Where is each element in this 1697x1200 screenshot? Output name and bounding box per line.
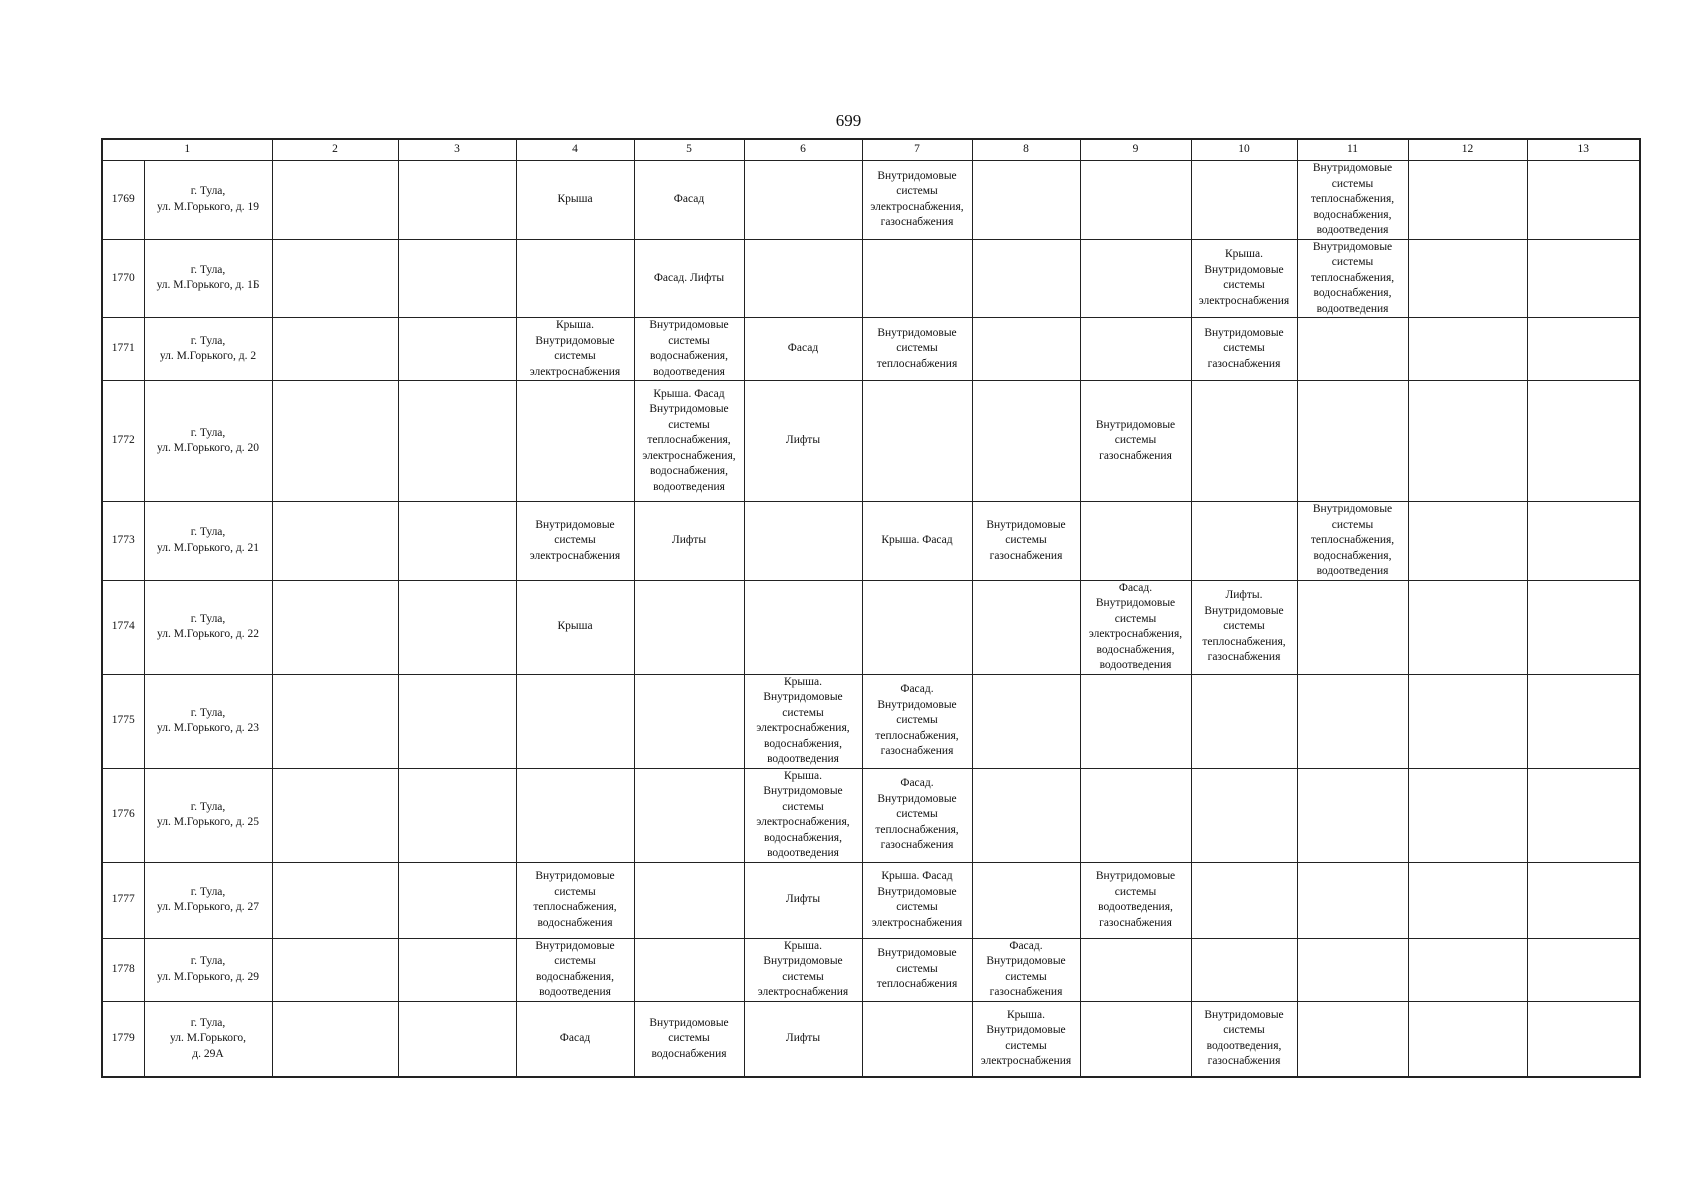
- row-number-cell: [102, 1001, 144, 1077]
- empty-cell: [398, 938, 516, 1001]
- table-row: [102, 768, 1640, 862]
- work-cell: [1297, 502, 1408, 581]
- empty-cell: [272, 381, 398, 502]
- work-cell-text: Крыша. Фасад: [881, 534, 953, 546]
- work-cell: [972, 1001, 1080, 1077]
- column-header: 2: [272, 139, 398, 161]
- row-number-cell: [102, 674, 144, 768]
- empty-cell: [272, 768, 398, 862]
- work-cell: [634, 862, 744, 938]
- row-number-cell-text: 1776: [111, 808, 135, 821]
- empty-cell: [1527, 862, 1640, 938]
- empty-cell: [1527, 1001, 1640, 1077]
- work-cell: [862, 161, 972, 240]
- work-cell-text: Фасад. Внутридомовые системы газоснабжения: [986, 939, 1066, 998]
- repair-schedule-table: [101, 138, 1641, 1078]
- empty-cell: [1408, 674, 1527, 768]
- work-cell: [516, 1001, 634, 1077]
- work-cell: [972, 768, 1080, 862]
- work-cell: [1191, 768, 1297, 862]
- work-cell: [1297, 239, 1408, 318]
- address-cell-text: г. Тула, ул. М.Горького, д. 19: [156, 185, 259, 213]
- address-cell: [144, 674, 272, 768]
- work-cell: [516, 580, 634, 674]
- work-cell: [516, 502, 634, 581]
- work-cell-text: Внутридомовые системы теплоснабжения, водоснабжения, водоотведения: [1310, 240, 1395, 315]
- work-cell: [1191, 239, 1297, 318]
- empty-cell: [1408, 938, 1527, 1001]
- work-cell: [862, 381, 972, 502]
- work-cell-text: Внутридомовые системы теплоснабжения: [876, 326, 958, 370]
- work-cell-text: Внутридомовые системы водоотведения, газоснабжения: [1204, 1008, 1284, 1068]
- address-cell: [144, 768, 272, 862]
- empty-cell: [1408, 318, 1527, 381]
- work-cell: [516, 768, 634, 862]
- work-cell: [1297, 768, 1408, 862]
- work-cell: [516, 239, 634, 318]
- address-cell: [144, 502, 272, 581]
- work-cell: [634, 938, 744, 1001]
- empty-cell: [398, 381, 516, 502]
- work-cell-text: Крыша. Внутридомовые системы электроснабжения: [529, 319, 621, 378]
- row-number-cell-text: 1772: [111, 434, 135, 447]
- work-cell-text: Внутридомовые системы теплоснабжения, водоснабжения: [533, 870, 617, 929]
- empty-cell: [1408, 239, 1527, 318]
- work-cell-text: Лифты: [785, 893, 821, 906]
- work-cell: [1297, 318, 1408, 381]
- work-cell: [1297, 1001, 1408, 1077]
- work-cell: [972, 580, 1080, 674]
- work-cell-text: Крыша. Фасад Внутридомовые системы электроснабжения: [871, 870, 963, 929]
- work-cell: [634, 381, 744, 502]
- address-cell-text: г. Тула, ул. М.Горького, д. 25: [156, 800, 259, 828]
- empty-cell: [1527, 239, 1640, 318]
- column-header: 11: [1297, 139, 1408, 161]
- row-number-cell: [102, 768, 144, 862]
- work-cell: [1297, 938, 1408, 1001]
- work-cell-text: Внутридомовые системы водоотведения, газоснабжения: [1095, 870, 1176, 929]
- column-header: 6: [744, 139, 862, 161]
- empty-cell: [398, 580, 516, 674]
- empty-cell: [1527, 674, 1640, 768]
- address-cell: [144, 161, 272, 240]
- work-cell: [744, 862, 862, 938]
- work-cell: [516, 318, 634, 381]
- empty-cell: [1527, 768, 1640, 862]
- table-row: [102, 318, 1640, 381]
- work-cell-text: Внутридомовые системы газоснабжения: [986, 518, 1066, 562]
- work-cell: [1080, 318, 1191, 381]
- work-cell: [516, 862, 634, 938]
- empty-cell: [272, 580, 398, 674]
- work-cell: [1191, 862, 1297, 938]
- column-header: 7: [862, 139, 972, 161]
- address-cell-text: г. Тула, ул. М.Горького, д. 27: [156, 885, 259, 913]
- work-cell: [744, 580, 862, 674]
- empty-cell: [272, 1001, 398, 1077]
- work-cell-text: Внутридомовые системы теплоснабжения, водоснабжения, водоотведения: [1310, 503, 1395, 577]
- work-cell: [516, 161, 634, 240]
- work-cell-text: Внутридомовые системы водоснабжения: [649, 1016, 729, 1060]
- table-row: [102, 381, 1640, 502]
- work-cell-text: Внутридомовые системы электроснабжения, газоснабжения: [870, 169, 964, 229]
- work-cell-text: Внутридомовые системы газоснабжения: [1095, 418, 1176, 462]
- empty-cell: [398, 862, 516, 938]
- work-cell: [1080, 580, 1191, 674]
- address-cell-text: г. Тула, ул. М.Горького, д. 20: [156, 426, 259, 454]
- work-cell: [1080, 862, 1191, 938]
- work-cell: [1191, 161, 1297, 240]
- table-row: [102, 502, 1640, 581]
- table-row: [102, 938, 1640, 1001]
- address-cell: [144, 318, 272, 381]
- work-cell: [1191, 938, 1297, 1001]
- address-cell-text: г. Тула, ул. М.Горького, д. 1Б: [156, 263, 260, 292]
- empty-cell: [1527, 381, 1640, 502]
- work-cell: [862, 1001, 972, 1077]
- work-cell-text: Крыша. Внутридомовые системы электроснабжения: [1198, 248, 1290, 307]
- work-cell: [744, 768, 862, 862]
- work-cell: [862, 862, 972, 938]
- row-number-cell: [102, 580, 144, 674]
- work-cell: [1080, 674, 1191, 768]
- row-number-cell: [102, 318, 144, 381]
- empty-cell: [1527, 938, 1640, 1001]
- work-cell: [972, 161, 1080, 240]
- empty-cell: [1527, 161, 1640, 240]
- table-body: [102, 161, 1640, 1078]
- address-cell: [144, 239, 272, 318]
- row-number-cell: [102, 239, 144, 318]
- address-cell-text: г. Тула, ул. М.Горького, д. 29А: [169, 1016, 247, 1060]
- work-cell: [744, 239, 862, 318]
- address-cell-text: г. Тула, ул. М.Горького, д. 23: [156, 706, 259, 734]
- work-cell: [1080, 239, 1191, 318]
- empty-cell: [398, 502, 516, 581]
- row-number-cell-text: 1769: [111, 193, 135, 205]
- work-cell: [972, 318, 1080, 381]
- empty-cell: [1408, 502, 1527, 581]
- work-cell: [1191, 1001, 1297, 1077]
- column-header: 9: [1080, 139, 1191, 161]
- row-number-cell-text: 1775: [111, 714, 135, 727]
- work-cell: [634, 161, 744, 240]
- work-cell-text: Фасад: [673, 193, 705, 205]
- row-number-cell-text: 1777: [111, 893, 135, 906]
- work-cell: [862, 239, 972, 318]
- row-number-cell: [102, 502, 144, 581]
- work-cell: [634, 239, 744, 318]
- work-cell: [862, 768, 972, 862]
- address-cell-text: г. Тула, ул. М.Горького, д. 29: [156, 955, 259, 983]
- work-cell: [634, 502, 744, 581]
- work-cell: [1297, 674, 1408, 768]
- row-number-cell: [102, 862, 144, 938]
- work-cell: [972, 502, 1080, 581]
- column-header: 8: [972, 139, 1080, 161]
- empty-cell: [398, 239, 516, 318]
- work-cell-text: Крыша. Внутридомовые системы электроснабжения, водоснабжения, водоотведения: [756, 769, 850, 859]
- address-cell-text: г. Тула, ул. М.Горького, д. 22: [156, 612, 259, 640]
- work-cell-text: Фасад. Внутридомовые системы электроснабжения, водоснабжения, водоотведения: [1088, 581, 1183, 671]
- work-cell: [1080, 502, 1191, 581]
- work-cell: [972, 239, 1080, 318]
- work-cell: [744, 502, 862, 581]
- work-cell-text: Крыша: [557, 620, 593, 633]
- empty-cell: [1408, 161, 1527, 240]
- work-cell-text: Внутридомовые системы теплоснабжения, водоснабжения, водоотведения: [1310, 162, 1395, 236]
- work-cell: [1080, 161, 1191, 240]
- work-cell: [634, 318, 744, 381]
- empty-cell: [1408, 1001, 1527, 1077]
- table-row: [102, 674, 1640, 768]
- work-cell-text: Лифты: [671, 534, 707, 546]
- row-number-cell: [102, 381, 144, 502]
- work-cell-text: Фасад: [559, 1032, 591, 1044]
- work-cell-text: Лифты: [785, 434, 821, 447]
- work-cell-text: Внутридомовые системы водоснабжения, водоотведения: [649, 319, 729, 378]
- table-row: [102, 239, 1640, 318]
- empty-cell: [1527, 502, 1640, 581]
- address-cell: [144, 862, 272, 938]
- page-number: 699: [835, 111, 862, 130]
- row-number-cell-text: 1774: [111, 620, 135, 633]
- work-cell-text: Лифты. Внутридомовые системы теплоснабжения, газоснабжения: [1202, 589, 1286, 664]
- work-cell: [1191, 318, 1297, 381]
- work-cell-text: Внутридомовые системы теплоснабжения: [876, 947, 958, 991]
- work-cell: [1080, 768, 1191, 862]
- empty-cell: [272, 318, 398, 381]
- table-row: [102, 580, 1640, 674]
- column-header: 13: [1527, 139, 1640, 161]
- work-cell: [744, 318, 862, 381]
- empty-cell: [272, 674, 398, 768]
- column-header: 12: [1408, 139, 1527, 161]
- empty-cell: [398, 161, 516, 240]
- column-header: 10: [1191, 139, 1297, 161]
- work-cell: [862, 502, 972, 581]
- work-cell-text: Лифты: [785, 1032, 821, 1044]
- table-row: [102, 1001, 1640, 1077]
- work-cell: [862, 580, 972, 674]
- work-cell: [1191, 502, 1297, 581]
- work-cell: [744, 381, 862, 502]
- row-number-cell-text: 1770: [111, 271, 135, 284]
- empty-cell: [272, 502, 398, 581]
- work-cell-text: Крыша. Внутридомовые системы электроснабжения, водоснабжения, водоотведения: [756, 675, 850, 765]
- work-cell-text: Фасад: [787, 342, 819, 355]
- work-cell-text: Фасад. Внутридомовые системы теплоснабжения, газоснабжения: [875, 777, 959, 852]
- row-number-cell-text: 1771: [111, 342, 135, 355]
- row-number-cell-text: 1779: [111, 1032, 135, 1044]
- address-cell-text: г. Тула, ул. М.Горького, д. 21: [156, 526, 259, 554]
- work-cell: [1297, 862, 1408, 938]
- work-cell: [1297, 381, 1408, 502]
- empty-cell: [398, 674, 516, 768]
- work-cell: [634, 768, 744, 862]
- work-cell: [516, 938, 634, 1001]
- empty-cell: [272, 862, 398, 938]
- work-cell: [1191, 674, 1297, 768]
- empty-cell: [272, 239, 398, 318]
- work-cell: [634, 674, 744, 768]
- work-cell: [744, 1001, 862, 1077]
- empty-cell: [1527, 318, 1640, 381]
- work-cell: [1080, 1001, 1191, 1077]
- work-cell: [1297, 580, 1408, 674]
- empty-cell: [1408, 862, 1527, 938]
- column-header: 1: [102, 139, 272, 161]
- work-cell: [744, 161, 862, 240]
- empty-cell: [398, 1001, 516, 1077]
- column-header: 4: [516, 139, 634, 161]
- address-cell: [144, 580, 272, 674]
- work-cell-text: Крыша: [557, 193, 593, 205]
- work-cell-text: Внутридомовые системы электроснабжения: [529, 518, 621, 562]
- row-number-cell-text: 1773: [111, 534, 135, 546]
- table-row: [102, 862, 1640, 938]
- empty-cell: [398, 318, 516, 381]
- work-cell-text: Внутридомовые системы водоснабжения, водоотведения: [535, 939, 615, 998]
- work-cell: [516, 381, 634, 502]
- work-cell: [634, 580, 744, 674]
- empty-cell: [272, 161, 398, 240]
- empty-cell: [1408, 768, 1527, 862]
- work-cell: [972, 674, 1080, 768]
- empty-cell: [1527, 580, 1640, 674]
- empty-cell: [1408, 580, 1527, 674]
- column-header: 3: [398, 139, 516, 161]
- table-row: [102, 161, 1640, 240]
- work-cell: [516, 674, 634, 768]
- work-cell-text: Крыша. Внутридомовые системы электроснабжения: [980, 1008, 1072, 1068]
- work-cell: [862, 674, 972, 768]
- work-cell: [1191, 381, 1297, 502]
- empty-cell: [1408, 381, 1527, 502]
- address-cell: [144, 1001, 272, 1077]
- work-cell-text: Крыша. Фасад Внутридомовые системы теплоснабжения, электроснабжения, водоснабжения, водоотведения: [642, 387, 736, 493]
- work-cell: [634, 1001, 744, 1077]
- work-cell: [1297, 161, 1408, 240]
- row-number-cell: [102, 161, 144, 240]
- empty-cell: [398, 768, 516, 862]
- work-cell: [862, 938, 972, 1001]
- work-cell: [972, 381, 1080, 502]
- work-cell: [744, 674, 862, 768]
- empty-cell: [272, 938, 398, 1001]
- address-cell: [144, 938, 272, 1001]
- work-cell: [972, 938, 1080, 1001]
- work-cell: [1080, 938, 1191, 1001]
- address-cell-text: г. Тула, ул. М.Горького, д. 2: [159, 334, 257, 362]
- work-cell-text: Фасад. Лифты: [653, 271, 725, 284]
- work-cell: [1080, 381, 1191, 502]
- work-cell-text: Крыша. Внутридомовые системы электроснабжения: [757, 939, 849, 998]
- work-cell: [972, 862, 1080, 938]
- column-number-row: [102, 139, 1640, 161]
- address-cell: [144, 381, 272, 502]
- work-cell: [862, 318, 972, 381]
- work-cell: [1191, 580, 1297, 674]
- work-cell-text: Внутридомовые системы газоснабжения: [1204, 326, 1284, 370]
- work-cell-text: Фасад. Внутридомовые системы теплоснабжения, газоснабжения: [875, 683, 959, 758]
- work-cell: [744, 938, 862, 1001]
- row-number-cell-text: 1778: [111, 962, 135, 975]
- column-header: 5: [634, 139, 744, 161]
- row-number-cell: [102, 938, 144, 1001]
